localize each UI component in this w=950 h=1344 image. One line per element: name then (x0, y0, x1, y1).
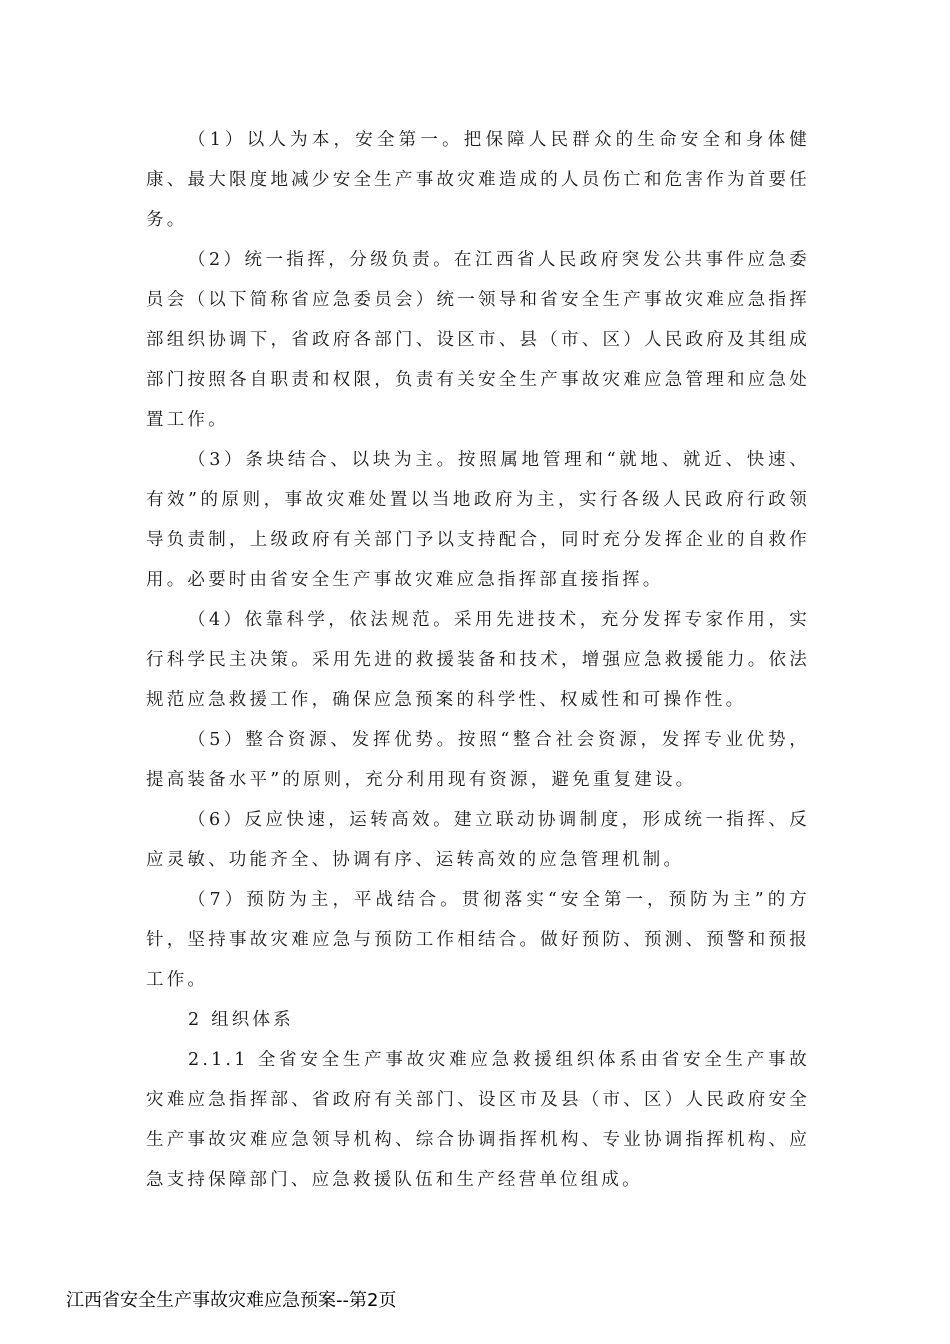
paragraph-principle-6: （6）反应快速，运转高效。建立联动协调制度，形成统一指挥、反应灵敏、功能齐全、协调有序、运转高效的应急管理机制。 (146, 810, 810, 870)
paragraph-principle-7: （7）预防为主，平战结合。贯彻落实“安全第一，预防为主”的方针，坚持事故灾难应急与预防工作相结合。做好预防、预测、预警和预报工作。 (146, 890, 810, 990)
page-footer: 江西省安全生产事故灾难应急预案--第2页 (66, 1290, 397, 1311)
paragraph-principle-1: （1）以人为本，安全第一。把保障人民群众的生命安全和身体健康、最大限度地减少安全生产事故灾难造成的人员伤亡和危害作为首要任务。 (146, 130, 810, 230)
section-heading-organization: 2 组织体系 (188, 1010, 294, 1030)
paragraph-principle-5: （5）整合资源、发挥优势。按照“整合社会资源，发挥专业优势，提高装备水平”的原则，充分利用现有资源，避免重复建设。 (146, 730, 810, 790)
paragraph-principle-2: （2）统一指挥，分级负责。在江西省人民政府突发公共事件应急委员会（以下简称省应急委员会）统一领导和省安全生产事故灾难应急指挥部组织协调下，省政府各部门、设区市、县（市、区）人民政府及其组成部门按照各自职责和权限，负责有关安全生产事故灾难应急管理和应急处置工作。 (146, 250, 810, 430)
paragraph-principle-3: （3）条块结合、以块为主。按照属地管理和“就地、就近、快速、有效”的原则，事故灾难处置以当地政府为主，实行各级人民政府行政领导负责制，上级政府有关部门予以支持配合，同时充分发挥企业的自救作用。必要时由省安全生产事故灾难应急指挥部直接指挥。 (146, 450, 810, 590)
document-body (146, 120, 810, 1200)
paragraph-principle-4: （4）依靠科学，依法规范。采用先进技术，充分发挥专家作用，实行科学民主决策。采用先进的救援装备和技术，增强应急救援能力。依法规范应急救援工作，确保应急预案的科学性、权威性和可操作性。 (146, 610, 810, 710)
paragraph-section-2-1-1: 2.1.1 全省安全生产事故灾难应急救援组织体系由省安全生产事故灾难应急指挥部、省政府有关部门、设区市及县（市、区）人民政府安全生产事故灾难应急领导机构、综合协调指挥机构、专业协调指挥机构、应急支持保障部门、应急救援队伍和生产经营单位组成。 (146, 1050, 810, 1190)
